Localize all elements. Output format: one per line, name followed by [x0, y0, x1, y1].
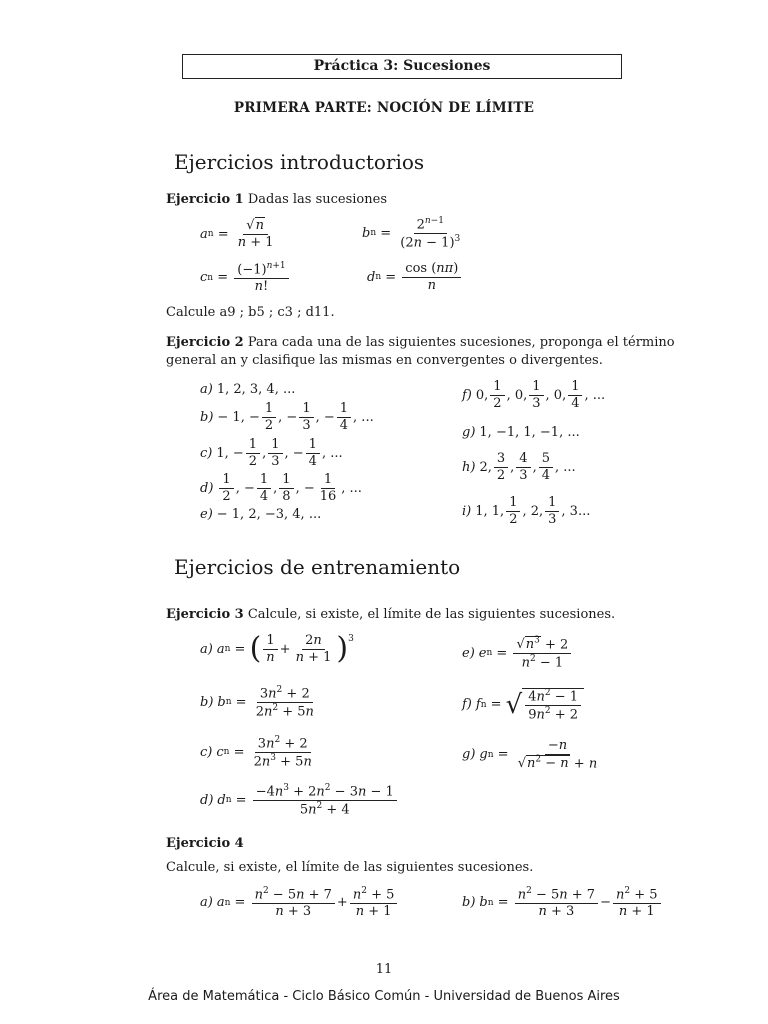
exercise-2-text: Para cada una de las siguientes sucesiones, proponga el término general an y clasifique las mismas en convergentes o divergentes. — [166, 335, 675, 368]
formula-cn: c n = $\frac{(-1)^{n+1}}{n!}$ — [200, 262, 291, 294]
ex2-item-e: e) − 1, 2, −3, 4, ... — [200, 507, 322, 522]
ex3-item-e: e) e n = √ $\frac{n^3 + 2}{n^2 - 1}$ — [462, 637, 573, 670]
ex3-item-c: c) c n = $\frac{3n^2 + 2}{2n^3 + 5n}$ — [200, 735, 312, 770]
ex2-item-i: i) 1, 1, $\frac{1}{2}$ , 2, $\frac{1}{3}$ , 3... — [462, 495, 591, 527]
exercise-1-label: Ejercicio 1 — [166, 192, 244, 207]
ex2-item-a: a) 1, 2, 3, 4, ... — [200, 382, 296, 397]
exercise-4-label: Ejercicio 4 — [166, 836, 244, 851]
exercise-1-intro — [166, 191, 678, 209]
exercise-3-text: Calcule, si existe, el límite de las siguientes sucesiones. — [247, 607, 616, 622]
ex3-item-b: b) b n = $\frac{3n^2 + 2}{2n^2 + 5n}$ — [200, 685, 314, 720]
practice-title: Práctica 3: Sucesiones — [313, 58, 491, 74]
ex2-item-c: c) 1, − $\frac{1}{2}$ , $\frac{1}{3}$ , − $\frac{1}{4}$ , ... — [200, 437, 343, 469]
formula-an: a n = √ $\frac{n}{n + 1}$ — [200, 219, 279, 249]
ex3-item-d: d) d n = $\frac{-4n^3 + 2n^2 - 3n - 1}{5n^2 + 4}$ — [200, 784, 399, 817]
ex2-item-h: h) 2, $\frac{3}{2}$ , $\frac{4}{3}$ , $\frac{5}{4}$ , ... — [462, 451, 576, 483]
part-title: PRIMERA PARTE: NOCIÓN DE LÍMITE — [233, 100, 535, 116]
exercise-4-text: Calcule, si existe, el límite de las siguientes sucesiones. — [166, 860, 534, 875]
ex4-item-b: b) b n = $\frac{n^2 - 5n + 7}{n + 3}$ − $\frac{n^2 + 5}{n + 1}$ — [462, 887, 663, 919]
exercise-1-text: Dadas las sucesiones — [247, 192, 388, 207]
ex2-item-g: g) 1, −1, 1, −1, ... — [462, 425, 580, 440]
exercise-3-intro — [166, 606, 678, 624]
exercise-2-label: Ejercicio 2 — [166, 335, 244, 350]
exercise-4-label-line — [166, 835, 678, 853]
ex2-item-d: d) $\frac{1}{2}$ , − $\frac{1}{4}$ , $\frac{1}{8}$ , − $\frac{1}{16}$ , ... — [200, 472, 362, 504]
formula-bn: b n = $\frac{2^{n-1}}{(2n - 1)^3}$ — [362, 216, 461, 251]
section-intro-heading: Ejercicios introductorios — [174, 150, 425, 174]
formula-dn: d n = $\frac{\cos (n\pi)}{n}$ — [367, 262, 463, 292]
exercise-3-label: Ejercicio 3 — [166, 607, 244, 622]
page-number: 11 — [375, 962, 393, 977]
ex2-item-b: b) − 1, − $\frac{1}{2}$ , − $\frac{1}{3}$ , − $\frac{1}{4}$ , ... — [200, 401, 374, 433]
practice-title-box — [182, 54, 622, 79]
ex2-item-f: f) 0, $\frac{1}{2}$ , 0, $\frac{1}{3}$ , 0, $\frac{1}{4}$ , ... — [462, 379, 606, 411]
ex3-item-f: f) f n = √ $\frac{4n^2 - 1}{9n^2 + 2}$ — [462, 688, 584, 722]
ex4-item-a: a) a n = $\frac{n^2 - 5n + 7}{n + 3}$ + $\frac{n^2 + 5}{n + 1}$ — [200, 887, 399, 919]
ex3-item-a: a) a n = ( $\frac{1}{n}$ + $\frac{2n}{n + 1}$ ) $^3$ — [200, 631, 354, 667]
exercise-1-compute: Calcule a9 ; b5 ; c3 ; d11. — [166, 305, 335, 320]
section-training-heading: Ejercicios de entrenamiento — [174, 555, 461, 579]
ex3-item-g: g) g n = −n √ $n^2 - n + n$ — [462, 739, 602, 771]
page-footer: Área de Matemática - Ciclo Básico Común - Universidad de Buenos Aires — [148, 989, 620, 1004]
exercise-2-intro — [166, 334, 678, 370]
